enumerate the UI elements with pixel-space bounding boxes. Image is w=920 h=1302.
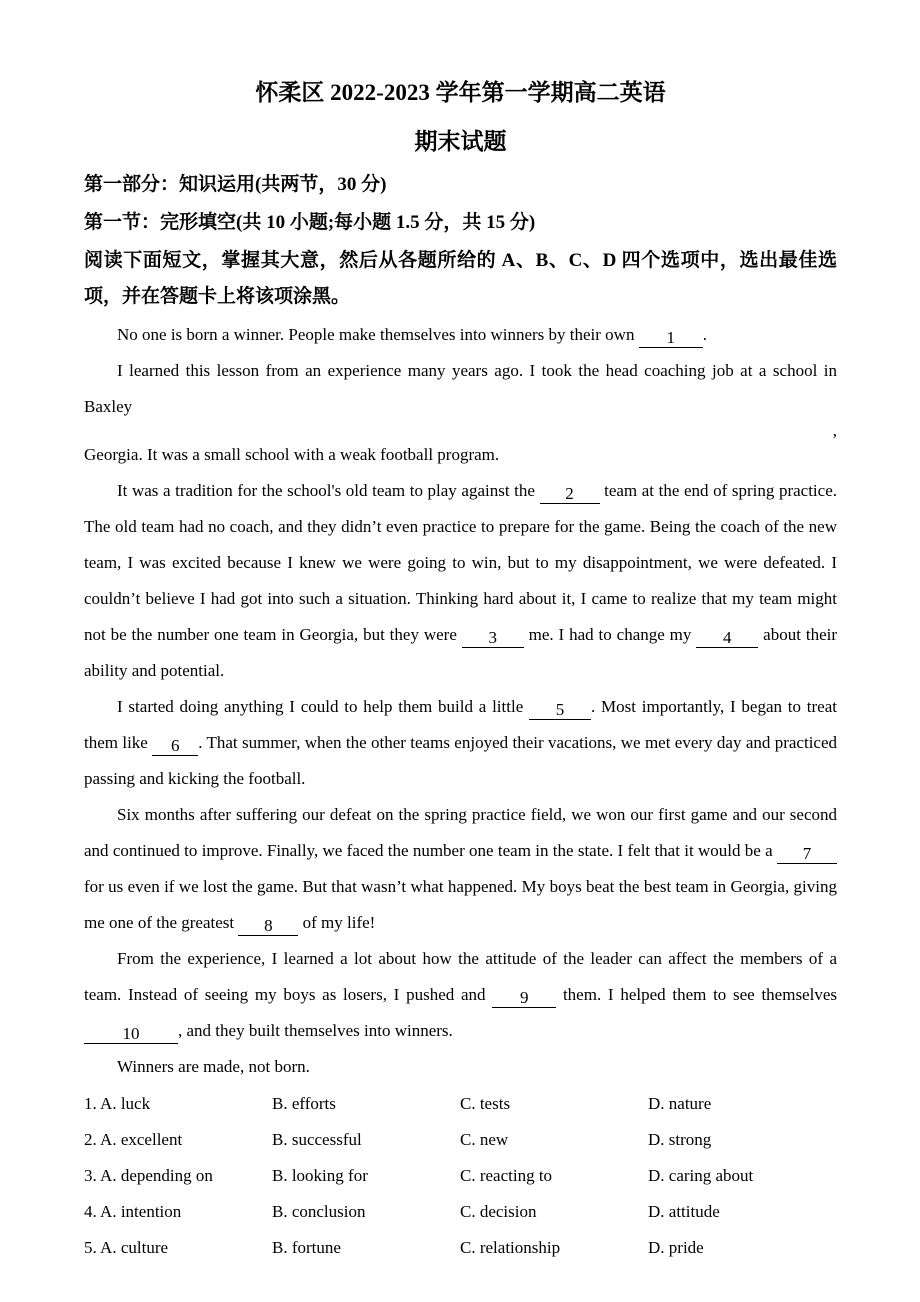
- passage-text: them. I helped them to see themselves: [556, 985, 837, 1004]
- option-cell: D. pride: [648, 1238, 704, 1257]
- option-cell: D. attitude: [648, 1202, 720, 1221]
- part-heading: 第一部分：知识运用(共两节，30 分): [84, 174, 387, 195]
- cloze-blank-6: 6: [152, 737, 198, 756]
- passage-paragraph: [84, 317, 837, 353]
- passage-paragraph: [84, 797, 837, 941]
- cloze-blank-5: 5: [529, 701, 591, 720]
- passage-text: No one is born a winner. People make themselves into winners by their own: [117, 325, 639, 344]
- option-cell: C. relationship: [460, 1238, 561, 1257]
- page-subtitle: 期末试题: [414, 129, 507, 154]
- passage-text: of my life!: [298, 913, 376, 932]
- cloze-blank-2: 2: [540, 485, 600, 504]
- option-cell: 1. A. luck: [84, 1094, 151, 1113]
- passage-paragraph: [84, 1049, 837, 1085]
- option-cell: B. fortune: [272, 1238, 341, 1257]
- cloze-blank-3: 3: [462, 629, 524, 648]
- option-cell: D. nature: [648, 1094, 712, 1113]
- option-cell: B. conclusion: [272, 1202, 366, 1221]
- cloze-blank-8: 8: [238, 917, 298, 936]
- passage-text: , and they built themselves into winners.: [178, 1021, 453, 1040]
- option-row: [84, 1122, 837, 1158]
- passage-paragraph: [84, 941, 837, 1049]
- passage-text: From the experience, I learned a lot about how the attitude of the leader can affect the members of a team. Instead of seeing my boys as losers, I pushed and: [84, 949, 837, 1004]
- passage-text: ,: [832, 421, 837, 440]
- option-cell: B. efforts: [272, 1094, 336, 1113]
- option-cell: C. reacting to: [460, 1166, 553, 1185]
- option-cell: 5. A. culture: [84, 1238, 169, 1257]
- passage-paragraph: [84, 353, 837, 425]
- option-row: [84, 1230, 837, 1266]
- passage-text: Winners are made, not born.: [117, 1057, 310, 1076]
- passage-text: I started doing anything I could to help them build a little: [117, 697, 530, 716]
- option-cell: B. successful: [272, 1130, 362, 1149]
- passage-paragraph: [84, 473, 837, 689]
- passage-text: for us even if we lost the game. But that wasn’t what happened. My boys beat the best team in Georgia, giving me one of the greatest: [84, 877, 837, 932]
- option-cell: C. tests: [460, 1094, 511, 1113]
- passage-paragraph: [84, 437, 837, 473]
- passage-text: me. I had to change my: [523, 625, 697, 644]
- passage-text: .: [702, 325, 707, 344]
- passage-text: Georgia. It was a small school with a weak football program.: [84, 445, 500, 464]
- passage-text: about their ability and potential.: [84, 625, 837, 680]
- passage-paragraph: [84, 421, 837, 440]
- cloze-blank-7: 7: [777, 845, 837, 864]
- option-cell: C. new: [460, 1130, 509, 1149]
- passage-text: I learned this lesson from an experience many years ago. I took the head coaching job at a school in Baxley: [84, 361, 837, 416]
- option-cell: B. looking for: [272, 1166, 368, 1185]
- option-cell: D. caring about: [648, 1166, 754, 1185]
- cloze-blank-10: 10: [84, 1025, 178, 1044]
- passage-text: It was a tradition for the school's old team to play against the: [117, 481, 540, 500]
- option-cell: 3. A. depending on: [84, 1166, 213, 1185]
- passage-text: Six months after suffering our defeat on the spring practice field, we won our first game and our second and continued to improve. Finally, we faced the number one team in the state. I felt that it would be a: [84, 805, 837, 860]
- cloze-blank-1: 1: [639, 329, 703, 348]
- passage-text: . That summer, when the other teams enjoyed their vacations, we met every day and practiced passing and kicking the football.: [84, 733, 838, 788]
- passage: [84, 317, 837, 1085]
- options-table: [84, 1086, 837, 1266]
- instruction-text: 阅读下面短文，掌握其大意，然后从各题所给的 A、B、C、D 四个选项中，选出最佳选项，并在答题卡上将该项涂黑。: [84, 250, 837, 307]
- option-cell: 4. A. intention: [84, 1202, 182, 1221]
- cloze-blank-4: 4: [696, 629, 758, 648]
- passage-paragraph: [84, 689, 837, 797]
- page-title: 怀柔区 2022-2023 学年第一学期高二英语: [255, 80, 666, 105]
- option-row: [84, 1158, 837, 1194]
- cloze-blank-9: 9: [492, 989, 556, 1008]
- option-cell: D. strong: [648, 1130, 712, 1149]
- option-cell: 2. A. excellent: [84, 1130, 183, 1149]
- option-row: [84, 1086, 837, 1122]
- passage-text: . Most importantly, I began to treat them like: [84, 697, 837, 752]
- passage-text: team at the end of spring practice. The old team had no coach, and they didn’t even practice to prepare for the game. Being the coach of the new team, I was excited because I knew we were going to win, but to my disappointment, we were defeated. I couldn’t believe I had got into such a situation. Thinking hard about it, I came to realize that my team might not be the number one team in Georgia, but they were: [84, 481, 837, 644]
- option-row: [84, 1194, 837, 1230]
- option-cell: C. decision: [460, 1202, 537, 1221]
- section-heading: 第一节：完形填空(共 10 小题;每小题 1.5 分，共 15 分): [84, 212, 536, 233]
